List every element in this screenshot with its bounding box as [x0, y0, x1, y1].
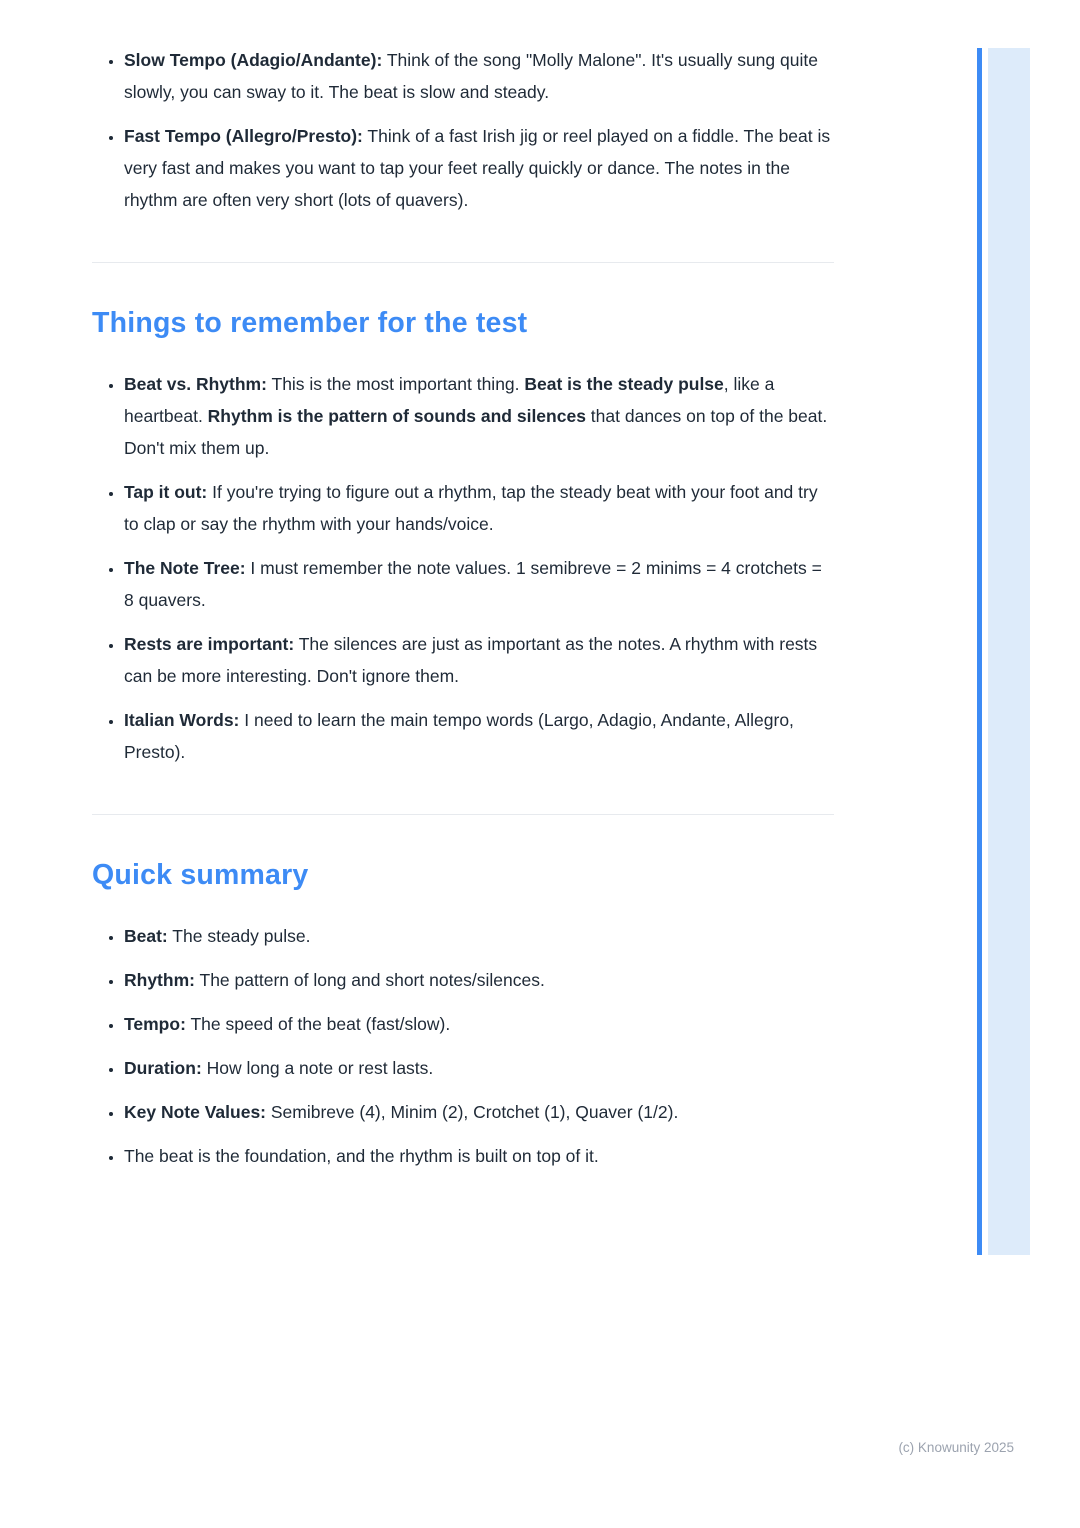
bold-text: Tap it out:: [124, 482, 208, 502]
list-item: [124, 552, 834, 616]
notes-section: [92, 859, 834, 1172]
list-item: [124, 1140, 834, 1172]
list-item: [124, 704, 834, 768]
section-divider: [92, 814, 834, 815]
text: The steady pulse.: [167, 926, 311, 946]
section-heading: Things to remember for the test: [92, 307, 528, 339]
bold-text: Rests are important:: [124, 634, 295, 654]
bold-text: Rhythm:: [124, 970, 195, 990]
notes-content: [92, 44, 834, 1172]
list-item: [124, 964, 834, 996]
bold-text: Slow Tempo (Adagio/Andante):: [124, 50, 383, 70]
notes-section: [92, 307, 834, 768]
bold-text: Beat vs. Rhythm:: [124, 374, 267, 394]
text: The beat is the foundation, and the rhythm is built on top of it.: [124, 1146, 599, 1166]
right-accent-strip: [988, 48, 1030, 1255]
list-item: [124, 1096, 834, 1128]
bullet-list: [92, 920, 834, 1172]
bold-text: Key Note Values:: [124, 1102, 266, 1122]
bold-text: Beat is the steady pulse: [524, 374, 724, 394]
list-item: [124, 476, 834, 540]
bold-text: Beat:: [124, 926, 168, 946]
text: How long a note or rest lasts.: [201, 1058, 434, 1078]
list-item: [124, 368, 834, 464]
list-item: [124, 1008, 834, 1040]
bold-text: The Note Tree:: [124, 558, 246, 578]
bold-text: Italian Words:: [124, 710, 240, 730]
bold-text: Rhythm is the pattern of sounds and silences: [207, 406, 586, 426]
text: This is the most important thing.: [266, 374, 525, 394]
section-heading: Quick summary: [92, 859, 309, 891]
section-divider: [92, 262, 834, 263]
bold-text: Fast Tempo (Allegro/Presto):: [124, 126, 363, 146]
text: Think of the song "Molly Malone". It's usually sung quite slowly, you can sway to it. The beat is slow and steady.: [124, 50, 818, 102]
notes-section: [92, 44, 834, 216]
text: The silences are just as important as the notes. A rhythm with rests can be more interesting. Don't ignore them.: [124, 634, 818, 686]
bullet-list: [92, 368, 834, 768]
list-item: [124, 920, 834, 952]
text: , like a heartbeat.: [124, 374, 775, 426]
sections: [92, 44, 834, 1172]
text: Think of a fast Irish jig or reel played on a fiddle. The beat is very fast and makes you want to tap your feet really quickly or dance. The notes in the rhythm are often very short (lots of quavers).: [124, 126, 831, 210]
text: that dances on top of the beat. Don't mix them up.: [124, 406, 828, 458]
list-item: [124, 120, 834, 216]
right-accent-line: [977, 48, 982, 1255]
text: If you're trying to figure out a rhythm, tap the steady beat with your foot and try to clap or say the rhythm with your hands/voice.: [124, 482, 818, 534]
text: I need to learn the main tempo words (Largo, Adagio, Andante, Allegro, Presto).: [124, 710, 794, 762]
bullet-list: [92, 44, 834, 216]
list-item: [124, 628, 834, 692]
bold-text: Duration:: [124, 1058, 202, 1078]
text: The pattern of long and short notes/silences.: [194, 970, 545, 990]
list-item: [124, 44, 834, 108]
text: The speed of the beat (fast/slow).: [185, 1014, 451, 1034]
bold-text: Tempo:: [124, 1014, 186, 1034]
footer-copyright: (c) Knowunity 2025: [898, 1440, 1014, 1455]
text: Semibreve (4), Minim (2), Crotchet (1), Quaver (1/2).: [266, 1102, 679, 1122]
list-item: [124, 1052, 834, 1084]
text: I must remember the note values. 1 semibreve = 2 minims = 4 crotchets = 8 quavers.: [124, 558, 822, 610]
